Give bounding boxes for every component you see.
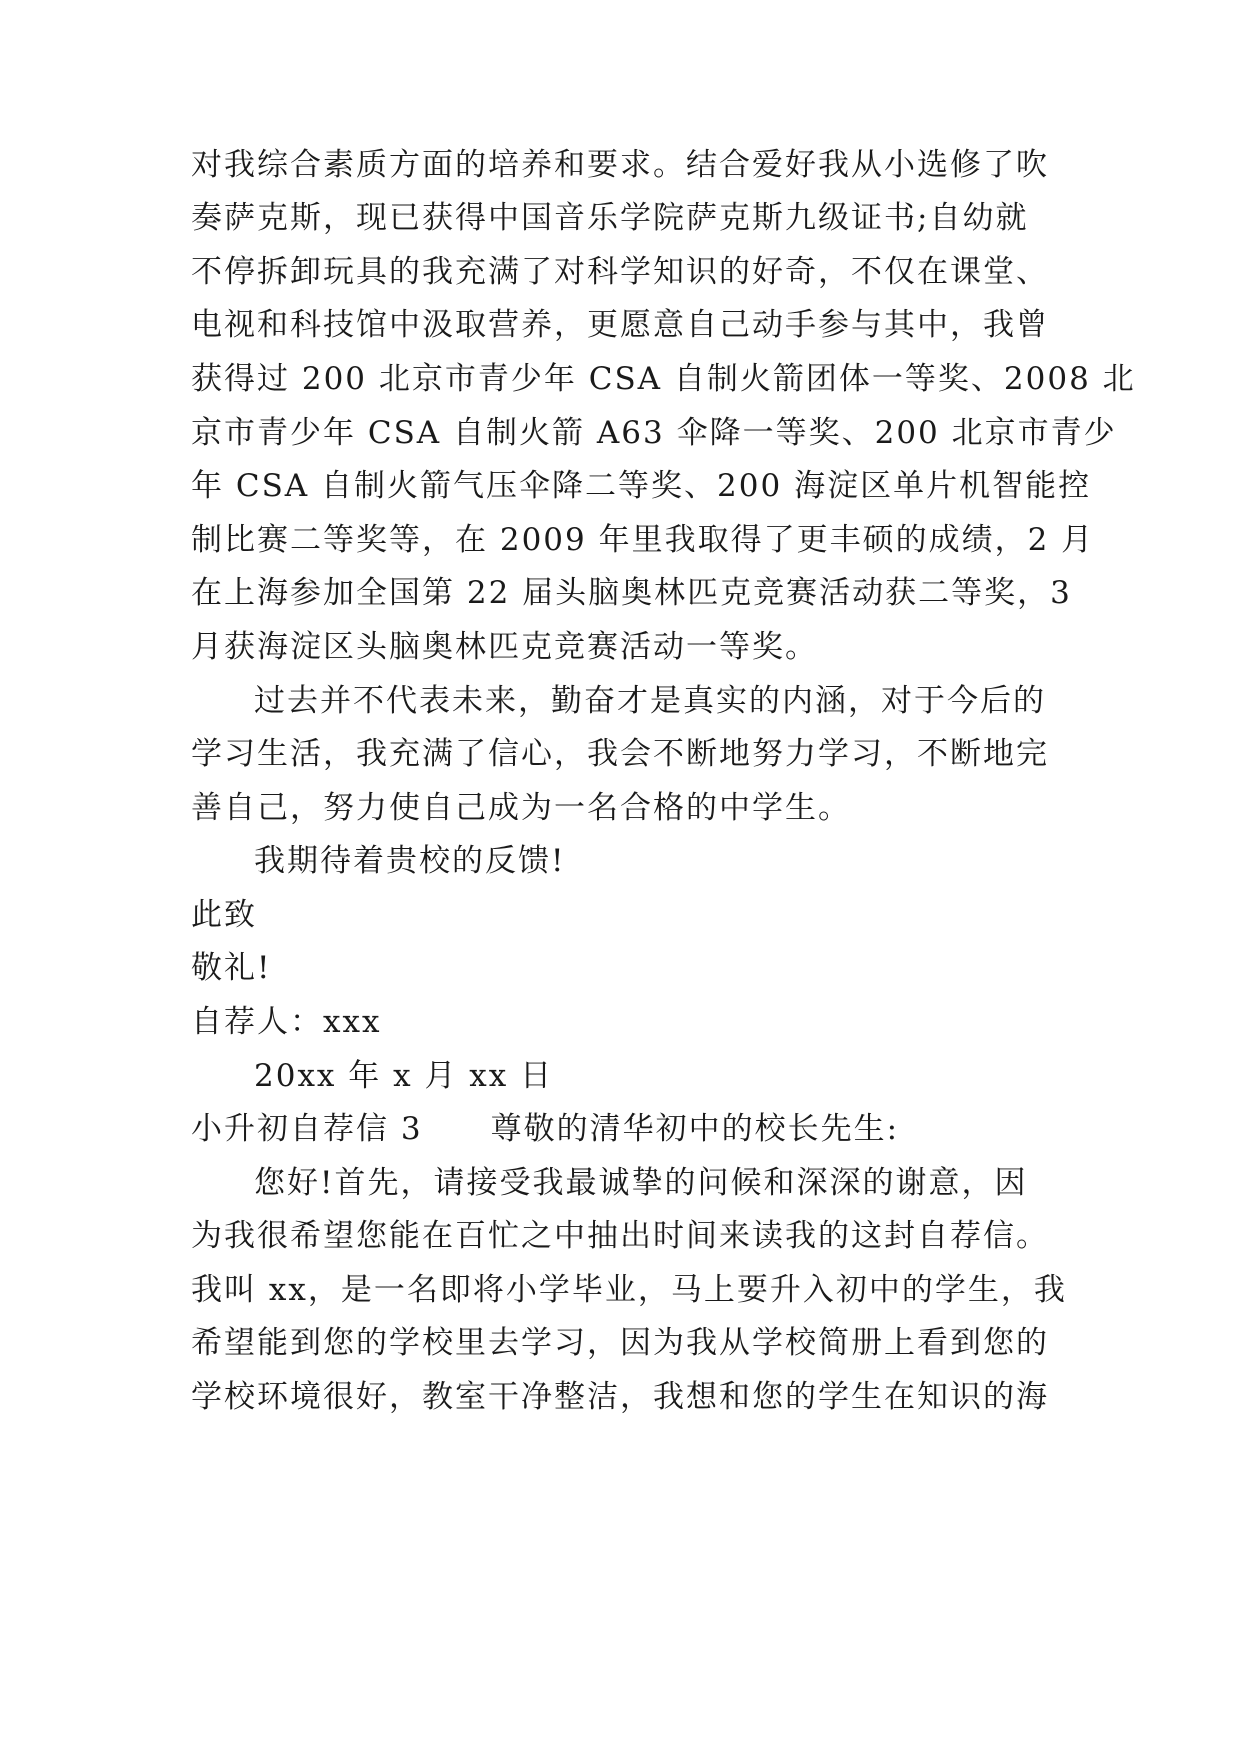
body-line: 学习生活，我充满了信心，我会不断地努力学习，不断地完 [191, 736, 1049, 772]
body-line: 获得过 200 北京市青少年 CSA 自制火箭团体一等奖、2008 北 [191, 361, 1136, 397]
body-line: 希望能到您的学校里去学习，因为我从学校简册上看到您的 [191, 1325, 1049, 1361]
salutation: 尊敬的清华初中的校长先生: [490, 1111, 900, 1147]
body-line: 对我综合素质方面的培养和要求。结合爱好我从小选修了吹 [191, 147, 1049, 183]
closing-cizhi: 此致 [191, 897, 257, 933]
paragraph-first-line: 过去并不代表未来，勤奋才是真实的内涵，对于今后的 [254, 683, 1046, 719]
body-line: 在上海参加全国第 22 届头脑奥林匹克竞赛活动获二等奖，3 [191, 575, 1072, 611]
body-line: 学校环境很好，教室干净整洁，我想和您的学生在知识的海 [191, 1379, 1049, 1415]
body-line: 不停拆卸玩具的我充满了对科学知识的好奇，不仅在课堂、 [191, 254, 1049, 290]
paragraph-first-line: 您好!首先，请接受我最诚挚的问候和深深的谢意，因 [254, 1165, 1028, 1201]
closing-remark: 我期待着贵校的反馈! [254, 843, 566, 879]
body-line: 制比赛二等奖等，在 2009 年里我取得了更丰硕的成绩，2 月 [191, 522, 1095, 558]
body-line: 年 CSA 自制火箭气压伞降二等奖、200 海淀区单片机智能控 [191, 468, 1092, 504]
body-line: 我叫 xx，是一名即将小学毕业，马上要升入初中的学生，我 [191, 1272, 1067, 1308]
body-line: 月获海淀区头脑奥林匹克竞赛活动一等奖。 [191, 629, 818, 665]
body-line: 电视和科技馆中汲取营养，更愿意自己动手参与其中，我曾 [191, 307, 1049, 343]
closing-jingli: 敬礼! [191, 950, 272, 986]
section-title: 小升初自荐信 3 [191, 1111, 423, 1147]
body-line: 善自己，努力使自己成为一名合格的中学生。 [191, 790, 851, 826]
body-line: 京市青少年 CSA 自制火箭 A63 伞降一等奖、200 北京市青少 [191, 415, 1117, 451]
section-heading-line [191, 1109, 899, 1149]
date-line: 20xx 年 x 月 xx 日 [254, 1058, 554, 1094]
signature-line: 自荐人：xxx [191, 1004, 382, 1040]
body-line: 奏萨克斯，现已获得中国音乐学院萨克斯九级证书;自幼就 [191, 200, 1029, 236]
body-line: 为我很希望您能在百忙之中抽出时间来读我的这封自荐信。 [191, 1218, 1049, 1254]
